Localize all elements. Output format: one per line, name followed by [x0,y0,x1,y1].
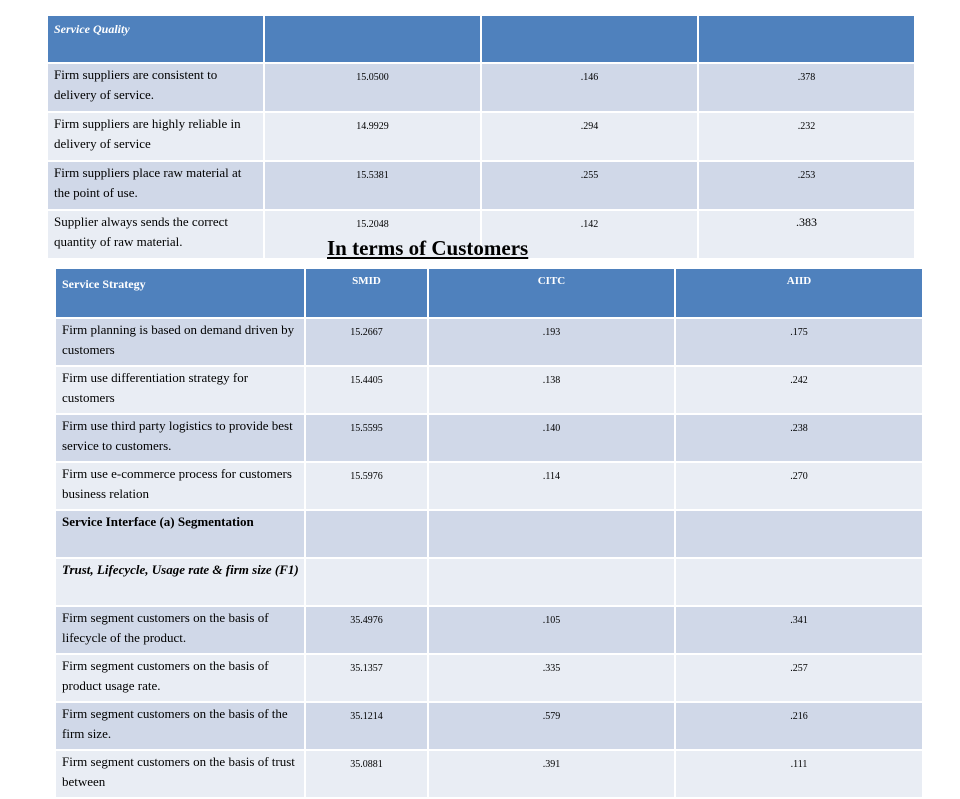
row-label: Firm use e-commerce process for customers business relation [55,462,305,510]
citc-value [428,510,675,558]
aiid-value: .341 [675,606,923,654]
table-row [55,702,923,750]
aiid-value: .242 [675,366,923,414]
table-row [47,112,915,161]
supplier-service-quality-table [46,14,916,260]
customer-service-strategy-table [54,267,924,799]
table-row [55,510,923,558]
smid-value [305,510,428,558]
row-label: Firm suppliers place raw material at the point of use. [47,161,264,210]
table-row [55,654,923,702]
row-label: Firm segment customers on the basis of lifecycle of the product. [55,606,305,654]
smid-value: 35.0881 [305,750,428,798]
aiid-value: .111 [675,750,923,798]
table-row [47,63,915,112]
header-citc: CITC [428,268,675,318]
smid-value [305,558,428,606]
table-row [47,161,915,210]
aiid-value: .378 [698,63,915,112]
smid-value: 35.1357 [305,654,428,702]
aiid-value: .238 [675,414,923,462]
smid-value: 14.9929 [264,112,481,161]
header-col-2 [264,15,481,63]
smid-value: 35.1214 [305,702,428,750]
row-label: Firm use third party logistics to provide best service to customers. [55,414,305,462]
row-label: Firm suppliers are highly reliable in delivery of service [47,112,264,161]
citc-value: .335 [428,654,675,702]
table-row [55,414,923,462]
section-heading: In terms of Customers [327,236,529,260]
aiid-value: .257 [675,654,923,702]
citc-value: .105 [428,606,675,654]
citc-value: .294 [481,112,698,161]
citc-value: .138 [428,366,675,414]
row-label: Firm planning is based on demand driven by customers [55,318,305,366]
table-row [55,558,923,606]
citc-value: .146 [481,63,698,112]
citc-value: .142 [481,210,698,259]
table-row [55,750,923,798]
aiid-value [675,510,923,558]
subsection-row-label: Trust, Lifecycle, Usage rate & firm size (F1) [55,558,305,606]
table-row [55,606,923,654]
smid-value: 15.5595 [305,414,428,462]
row-label: Firm segment customers on the basis of the firm size. [55,702,305,750]
header-service-quality: Service Quality [47,15,264,63]
citc-value: .579 [428,702,675,750]
row-label: Firm segment customers on the basis of trust between [55,750,305,798]
table-header-row [55,268,923,318]
table-row [55,366,923,414]
smid-value: 35.4976 [305,606,428,654]
aiid-value: .175 [675,318,923,366]
smid-value: 15.2667 [305,318,428,366]
header-aiid: AIID [675,268,923,318]
aiid-value: .383 [698,210,915,259]
smid-value: 15.5381 [264,161,481,210]
aiid-value: .232 [698,112,915,161]
row-label: Supplier always sends the correct quantity of raw material. [47,210,264,259]
smid-value: 15.2048 [264,210,481,259]
table-header-row [47,15,915,63]
citc-value: .114 [428,462,675,510]
header-service-strategy: Service Strategy [55,268,305,318]
aiid-value: .253 [698,161,915,210]
aiid-value: .270 [675,462,923,510]
citc-value [428,558,675,606]
row-label: Firm segment customers on the basis of product usage rate. [55,654,305,702]
header-col-3 [481,15,698,63]
citc-value: .391 [428,750,675,798]
row-label: Firm suppliers are consistent to delivery of service. [47,63,264,112]
smid-value: 15.4405 [305,366,428,414]
table-row [55,318,923,366]
header-col-4 [698,15,915,63]
header-smid: SMID [305,268,428,318]
aiid-value [675,558,923,606]
aiid-value: .216 [675,702,923,750]
citc-value: .255 [481,161,698,210]
row-label: Firm use differentiation strategy for customers [55,366,305,414]
citc-value: .193 [428,318,675,366]
smid-value: 15.5976 [305,462,428,510]
table-row [55,462,923,510]
smid-value: 15.0500 [264,63,481,112]
citc-value: .140 [428,414,675,462]
section-row-label: Service Interface (a) Segmentation [55,510,305,558]
